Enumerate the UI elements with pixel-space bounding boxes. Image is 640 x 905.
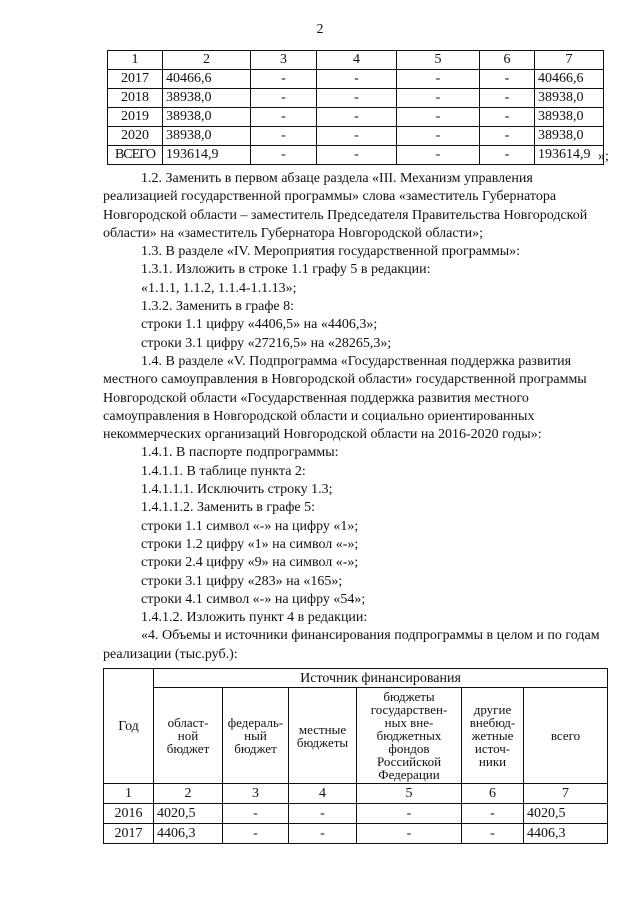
total-label-cell: ВСЕГО bbox=[108, 146, 163, 165]
value-cell: - bbox=[397, 146, 480, 165]
header-cell: 1 bbox=[108, 51, 163, 70]
source-header: Источник финансирования bbox=[154, 669, 608, 688]
header-cell: 6 bbox=[480, 51, 535, 70]
paragraph: «4. Объемы и источники финансирования подпрограммы в целом и по годам реализации (тыс.руб.): bbox=[103, 628, 600, 662]
paragraph: 1.4.1.1.1. Исключить строку 1.3; bbox=[141, 482, 333, 498]
column-header: местные бюджеты bbox=[289, 688, 357, 784]
value-cell: - bbox=[317, 108, 397, 127]
paragraph: 1.4.1.1.2. Заменить в графе 5: bbox=[141, 500, 316, 516]
column-header: другие внебюд- жетные источ- ники bbox=[462, 688, 524, 784]
value-cell: 40466,6 bbox=[163, 70, 251, 89]
paragraph: строки 4.1 символ «-» на цифру «54»; bbox=[141, 591, 366, 607]
column-number: 4 bbox=[289, 784, 357, 804]
table-row-group-header bbox=[104, 669, 608, 688]
value-cell: - bbox=[480, 146, 535, 165]
page-number: 2 bbox=[316, 22, 324, 37]
paragraph: строки 2.4 цифру «9» на символ «-»; bbox=[141, 555, 359, 571]
value-cell: - bbox=[397, 89, 480, 108]
value-cell: - bbox=[480, 70, 535, 89]
value-cell: 38938,0 bbox=[535, 89, 604, 108]
value-cell: - bbox=[289, 804, 357, 824]
table-row-total bbox=[108, 146, 604, 165]
header-cell: 2 bbox=[163, 51, 251, 70]
year-header: Год bbox=[104, 669, 154, 784]
value-cell: - bbox=[251, 70, 317, 89]
value-cell: 4020,5 bbox=[154, 804, 223, 824]
paragraph: 1.4.1.1. В таблице пункта 2: bbox=[141, 463, 306, 479]
subprogram-financing-table bbox=[103, 668, 608, 844]
paragraph: 1.4.1. В паспорте подпрограммы: bbox=[141, 445, 339, 461]
header-cell: 7 bbox=[535, 51, 604, 70]
year-cell: 2016 bbox=[104, 804, 154, 824]
value-cell: - bbox=[462, 804, 524, 824]
value-cell: 4020,5 bbox=[524, 804, 608, 824]
table-row-numbers bbox=[104, 784, 608, 804]
header-cell: 5 bbox=[397, 51, 480, 70]
table-row bbox=[104, 804, 608, 824]
header-cell: 3 bbox=[251, 51, 317, 70]
body-text bbox=[103, 170, 605, 664]
value-cell: - bbox=[397, 108, 480, 127]
paragraph: «1.1.1, 1.1.2, 1.1.4-1.1.13»; bbox=[141, 280, 297, 296]
table-row bbox=[108, 127, 604, 146]
paragraph: строки 1.1 цифру «4406,5» на «4406,3»; bbox=[141, 317, 378, 333]
value-cell: 40466,6 bbox=[535, 70, 604, 89]
year-cell: 2017 bbox=[108, 70, 163, 89]
table-row bbox=[104, 824, 608, 844]
paragraph: строки 3.1 цифру «27216,5» на «28265,3»; bbox=[141, 335, 392, 351]
value-cell: - bbox=[251, 146, 317, 165]
value-cell: - bbox=[357, 824, 462, 844]
value-cell: - bbox=[462, 824, 524, 844]
value-cell: - bbox=[317, 70, 397, 89]
value-cell: 4406,3 bbox=[154, 824, 223, 844]
column-number: 1 bbox=[104, 784, 154, 804]
column-header: федераль- ный бюджет bbox=[223, 688, 289, 784]
table-row bbox=[108, 89, 604, 108]
value-cell: 38938,0 bbox=[163, 108, 251, 127]
year-cell: 2017 bbox=[104, 824, 154, 844]
value-cell: - bbox=[251, 89, 317, 108]
value-cell: - bbox=[223, 824, 289, 844]
value-cell: - bbox=[317, 127, 397, 146]
value-cell: - bbox=[251, 108, 317, 127]
paragraph: 1.3.2. Заменить в графе 8: bbox=[141, 299, 295, 315]
paragraph: 1.3.1. Изложить в строке 1.1 графу 5 в редакции: bbox=[141, 262, 431, 278]
header-cell: 4 bbox=[317, 51, 397, 70]
financing-table-continued bbox=[107, 50, 604, 165]
value-cell: 38938,0 bbox=[535, 127, 604, 146]
paragraph: 1.3. В разделе «IV. Мероприятия государственной программы»: bbox=[141, 244, 521, 260]
value-cell: 38938,0 bbox=[163, 127, 251, 146]
value-cell: - bbox=[397, 70, 480, 89]
paragraph: строки 3.1 цифру «283» на «165»; bbox=[141, 573, 343, 589]
value-cell: - bbox=[397, 127, 480, 146]
table-row-header bbox=[108, 51, 604, 70]
value-cell: - bbox=[357, 804, 462, 824]
year-cell: 2020 bbox=[108, 127, 163, 146]
paragraph: строки 1.1 символ «-» на цифру «1»; bbox=[141, 518, 359, 534]
value-cell: - bbox=[317, 89, 397, 108]
paragraph: 1.2. Заменить в первом абзаце раздела «III. Механизм управления реализацией государственной программы» слова «заместитель Губернатора Новгородской области – заместитель Председателя Правительства Новгородской области» на «заместитель Губернатора Новгородской области»; bbox=[103, 171, 588, 241]
value-cell: 38938,0 bbox=[163, 89, 251, 108]
value-cell: 193614,9 bbox=[535, 146, 604, 165]
value-cell: - bbox=[317, 146, 397, 165]
value-cell: 4406,3 bbox=[524, 824, 608, 844]
value-cell: 193614,9 bbox=[163, 146, 251, 165]
paragraph: строки 1.2 цифру «1» на символ «-»; bbox=[141, 536, 359, 552]
table-row-column-headers bbox=[104, 688, 608, 784]
value-cell: - bbox=[251, 127, 317, 146]
year-cell: 2018 bbox=[108, 89, 163, 108]
column-header: бюджеты государствен- ных вне- бюджетных фондов Российской Федерации bbox=[357, 688, 462, 784]
table-closing-quote: »; bbox=[598, 149, 609, 164]
value-cell: - bbox=[289, 824, 357, 844]
value-cell: - bbox=[480, 89, 535, 108]
paragraph: 1.4.1.2. Изложить пункт 4 в редакции: bbox=[141, 610, 368, 626]
column-number: 7 bbox=[524, 784, 608, 804]
value-cell: - bbox=[223, 804, 289, 824]
column-number: 5 bbox=[357, 784, 462, 804]
column-header: област- ной бюджет bbox=[154, 688, 223, 784]
value-cell: 38938,0 bbox=[535, 108, 604, 127]
column-number: 6 bbox=[462, 784, 524, 804]
value-cell: - bbox=[480, 127, 535, 146]
column-number: 3 bbox=[223, 784, 289, 804]
table-row bbox=[108, 70, 604, 89]
table-row bbox=[108, 108, 604, 127]
value-cell: - bbox=[480, 108, 535, 127]
column-header: всего bbox=[524, 688, 608, 784]
column-number: 2 bbox=[154, 784, 223, 804]
paragraph: 1.4. В разделе «V. Подпрограмма «Государственная поддержка развития местного самоуправления в Новгородской области» государственной программы Новгородской области «Государственная поддержка развития местного самоуправления в Новгородской области и социально ориентированных некоммерческих организаций Новгородской области на 2016-2020 годы»: bbox=[103, 353, 587, 443]
year-cell: 2019 bbox=[108, 108, 163, 127]
